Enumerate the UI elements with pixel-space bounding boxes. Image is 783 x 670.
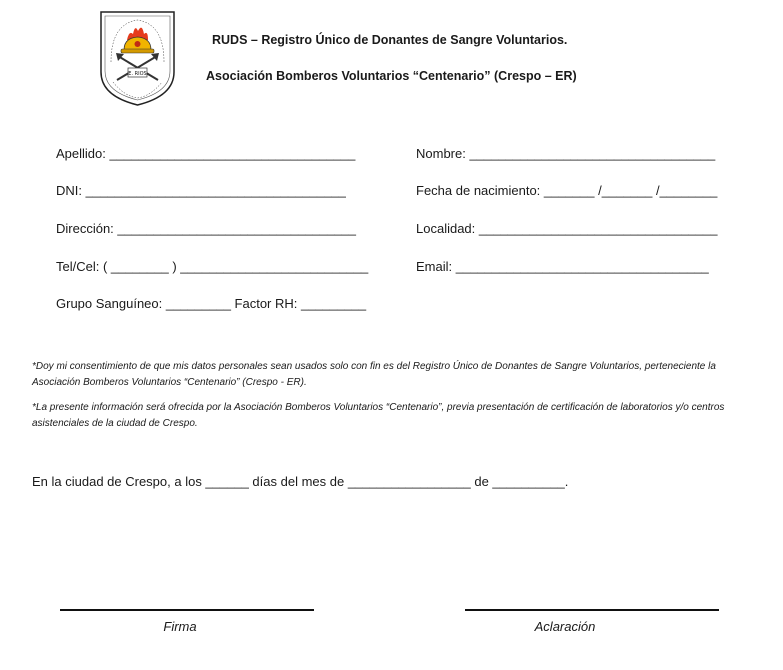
aclaracion-signature-line[interactable] xyxy=(465,609,719,611)
localidad-field[interactable]: Localidad: _________________________________ xyxy=(416,221,718,236)
firma-label: Firma xyxy=(163,619,197,634)
info-note: *La presente información será ofrecida por la Asociación Bomberos Voluntarios “Centenario”, previa presentación de certificación de laboratorios y/o centros asistenciales de la ciudad de Crespo. xyxy=(32,402,725,429)
bomberos-logo xyxy=(99,10,176,107)
svg-text:E. RIOS: E. RIOS xyxy=(128,71,147,77)
apellido-field[interactable]: Apellido: __________________________________ xyxy=(56,146,356,161)
email-field[interactable]: Email: ___________________________________ xyxy=(416,259,709,274)
dni-field[interactable]: DNI: ____________________________________ xyxy=(56,183,346,198)
consent-note: *Doy mi consentimiento de que mis datos personales sean usados solo con fin es del Registro Único de Donantes de Sangre Voluntarios, perteneciente la Asociación Bomberos Voluntarios “Centenario” (Crespo - ER). xyxy=(32,361,716,388)
document-subtitle: Asociación Bomberos Voluntarios “Centenario” (Crespo – ER) xyxy=(206,69,577,83)
grupo-factor-field[interactable]: Grupo Sanguíneo: _________ Factor RH: _________ xyxy=(56,296,367,311)
aclaracion-label: Aclaración xyxy=(534,619,596,634)
telcel-field[interactable]: Tel/Cel: ( ________ ) __________________________ xyxy=(56,259,369,274)
bomberos-shield-emblem xyxy=(99,10,176,107)
fecha-nacimiento-field[interactable]: Fecha de nacimiento: _______ /_______ /________ xyxy=(416,183,718,198)
place-date-line[interactable]: En la ciudad de Crespo, a los ______ días del mes de _________________ de __________. xyxy=(32,474,569,489)
firma-signature-line[interactable] xyxy=(60,609,314,611)
nombre-field[interactable]: Nombre: __________________________________ xyxy=(416,146,716,161)
direccion-field[interactable]: Dirección: _________________________________ xyxy=(56,221,356,236)
document-title: RUDS – Registro Único de Donantes de Sangre Voluntarios. xyxy=(212,33,568,47)
